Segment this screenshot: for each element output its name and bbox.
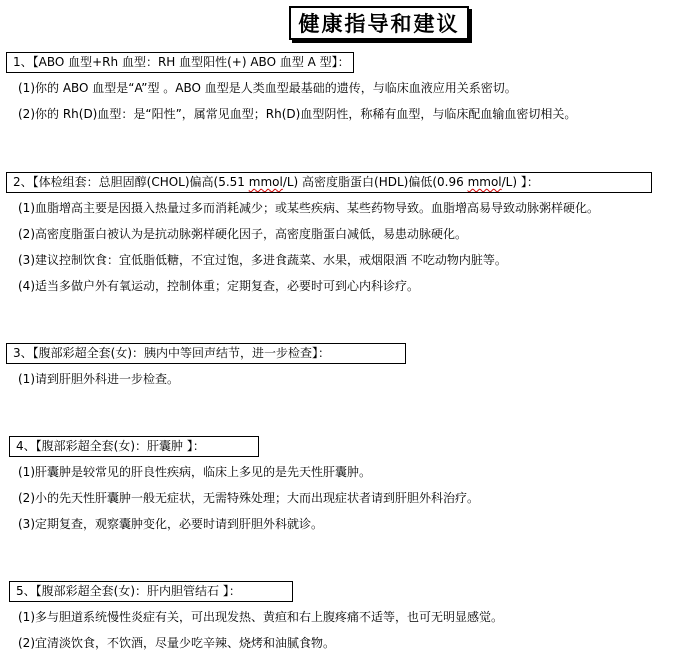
page-title: 健康指导和建议 — [298, 12, 460, 36]
section-4-item-3: (3)定期复查，观察囊肿变化，必要时请到肝胆外科就诊。 — [18, 517, 324, 531]
page-title-box — [289, 6, 469, 40]
section-2-heading — [6, 172, 652, 193]
section-2-item-4: (4)适当多做户外有氧运动，控制体重；定期复查，必要时可到心内科诊疗。 — [18, 279, 420, 293]
section-2-unit-mmol-1: mmol — [248, 175, 283, 189]
section-1-item-2: (2)你的 Rh(D)血型：是“阳性”，属常见血型；Rh(D)血型阴性，称稀有血型，与临床配血输血密切相关。 — [18, 107, 577, 121]
section-1-heading: 1、【ABO 血型+Rh 血型：RH 血型阳性(+) ABO 血型 A 型】： — [6, 52, 354, 73]
section-4-item-1: (1)肝囊肿是较常见的肝良性疾病，临床上多见的是先天性肝囊肿。 — [18, 465, 372, 479]
section-2-heading-part-1: 2、【体检组套：总胆固醇(CHOL)偏高(5.51 — [13, 175, 249, 189]
section-2-item-2: (2)高密度脂蛋白被认为是抗动脉粥样硬化因子，高密度脂蛋白减低，易患动脉硬化。 — [18, 227, 468, 241]
section-1-item-1: (1)你的 ABO 血型是“A”型 。ABO 血型是人类血型最基础的遗传，与临床血液应用关系密切。 — [18, 81, 517, 95]
section-3-item-1: (1)请到肝胆外科进一步检查。 — [18, 372, 179, 386]
section-4-heading: 4、【腹部彩超全套(女)：肝囊肿 】： — [9, 436, 259, 457]
section-2-unit-mmol-2: mmol — [467, 175, 502, 189]
section-2-item-3: (3)建议控制饮食：宜低脂低糖，不宜过饱，多进食蔬菜、水果，戒烟限酒 不吃动物内脏等。 — [18, 253, 507, 267]
section-5-item-1: (1)多与胆道系统慢性炎症有关，可出现发热、黄疸和右上腹疼痛不适等，也可无明显感觉。 — [18, 610, 504, 624]
section-5-heading: 5、【腹部彩超全套(女)：肝内胆管结石 】： — [9, 581, 293, 602]
section-2-item-1: (1)血脂增高主要是因摄入热量过多而消耗减少；或某些疾病、某些药物导致。血脂增高易导致动脉粥样硬化。 — [18, 201, 600, 215]
section-2-heading-part-2: /L) 高密度脂蛋白(HDL)偏低(0.96 — [282, 175, 468, 189]
section-4-item-2: (2)小的先天性肝囊肿一般无症状，无需特殊处理；大而出现症状者请到肝胆外科治疗。 — [18, 491, 480, 505]
section-5-item-2: (2)宜清淡饮食，不饮酒，尽量少吃辛辣、烧烤和油腻食物。 — [18, 636, 336, 650]
section-3-heading: 3、【腹部彩超全套(女)：胰内中等回声结节，进一步检查】： — [6, 343, 406, 364]
section-2-heading-part-3: /L) 】： — [501, 175, 539, 189]
